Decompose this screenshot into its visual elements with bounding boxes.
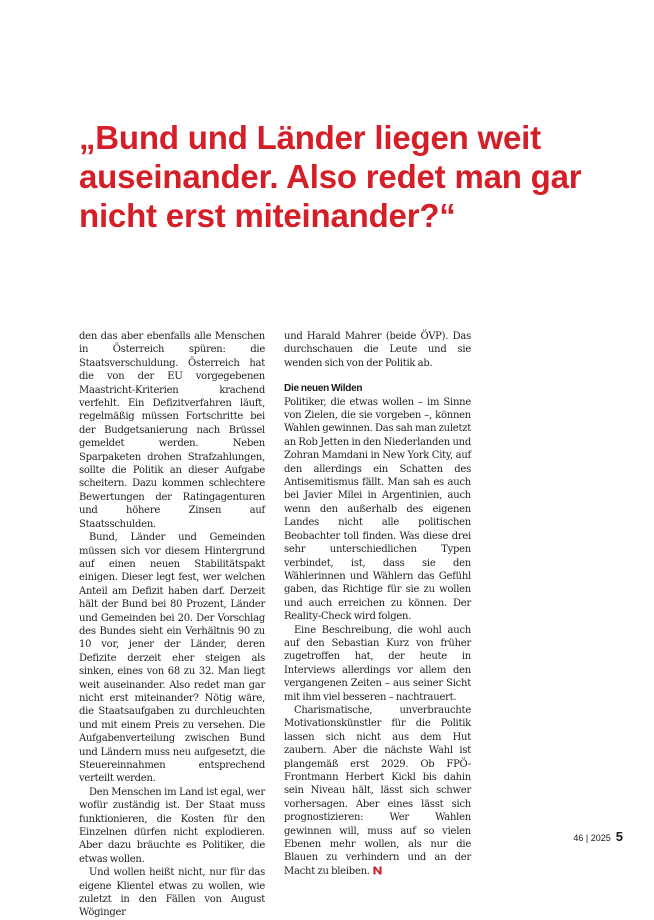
paragraph: Und wollen heißt nicht, nur für das eigene Klientel etwas zu wollen, wie zuletzt in den Fällen von August Wöginger [79,867,265,919]
pull-quote: „Bund und Länder liegen weit auseinander. Also redet man gar nicht erst miteinander?“ [79,119,582,234]
paragraph: Bund, Länder und Gemeinden müssen sich vor diesem Hintergrund auf einen neuen Stabilitätspakt einigen. Dieser legt fest, wer welchen Anteil am Defizit haben darf. Derzeit hält der Bund bei 80 Prozent, Länder und Gemeinden bei 20. Der Vorschlag des Bundes sieht ein Verhältnis 90 zu 10 vor, jener der Länder, deren Defizite derzeit eher steigen als sinken, eines von 68 zu 32. Man liegt weit auseinander. Also redet man gar nicht erst miteinander? Nötig wäre, die Staatsaufgaben zu durchleuchten und mit einem Preis zu versehen. Die Aufgabenverteilung zwischen Bund und Ländern muss neu aufgesetzt, die Steuereinnahmen entsprechend verteilt werden. [79,532,265,785]
paragraph [284,704,471,878]
paragraph: Den Menschen im Land ist egal, wer wofür zuständig ist. Der Staat muss funktionieren, die Kosten für den Einzelnen dürfen nicht explodieren. Aber dazu bräuchte es Politiker, die etwas wollen. [79,786,265,865]
paragraph: Eine Beschreibung, die wohl auch auf den Sebastian Kurz von früher zugetroffen hat, der heute in Interviews allerdings vor allem den vergangenen Zeiten – aus seiner Sicht mit ihm viel besseren – nachtrauert. [284,624,471,703]
paragraph: Politiker, die etwas wollen – im Sinne von Zielen, die sie vorgeben –, können Wahlen gewinnen. Das sah man zuletzt an Rob Jetten in den Niederlanden und Zohran Mamdani in New York City, auf den allerdings ein Schatten des Antisemitismus fällt. Man sah es auch bei Javier Milei in Argentinien, auch wenn den außerhalb des eigenen Landes nicht alle politischen Beobachter toll finden. Was diese drei sehr unterschiedlichen Typen verbindet, ist, dass sie den Wählerinnen und Wählern das Gefühl gaben, das Richtige für sie zu wollen und auch erreichen zu können. Der Reality-Check wird folgen. [284,396,471,623]
subheading: Die neuen Wilden [284,383,363,395]
end-mark-icon [373,866,382,875]
page-folio [573,829,623,844]
article-column-left [79,330,265,920]
paragraph-text: Charismatische, unverbrauchte Motivationskünstler für die Politik lassen sich nicht aus dem Hut zaubern. Aber die nächste Wahl ist plangemäß erst 2029. Ob FPÖ-Frontmann Herbert Kickl bis dahin sein Niveau hält, lässt sich schwer vorhersagen. Aber eines lässt sich prognostizieren: Wer Wahlen gewinnen will, muss auf so vielen Ebenen mehr wollen, als nur die Blauen zu verhindern und an der Macht zu bleiben. [284,704,471,877]
page-number: 5 [615,829,623,844]
paragraph: und Harald Mahrer (beide ÖVP). Das durchschauen die Leute und sie wenden sich von der Politik ab. [284,331,471,369]
issue-number: 46 | 2025 [573,833,611,843]
paragraph: den das aber ebenfalls alle Menschen in Österreich spüren: die Staatsverschuldung. Österreich hat die von der EU vorgegebenen Maastricht-Kriterien krachend verfehlt. Ein Defizitverfahren läuft, regelmäßig müssen Fortschritte bei der Budgetsanierung nach Brüssel gemeldet werden. Neben Sparpaketen drohen Strafzahlungen, sollte die Politik an dieser Aufgabe scheitern. Dazu kommen schlechtere Bewertungen der Ratingagenturen und höhere Zinsen auf Staatsschulden. [79,331,265,530]
article-column-right [284,330,471,878]
